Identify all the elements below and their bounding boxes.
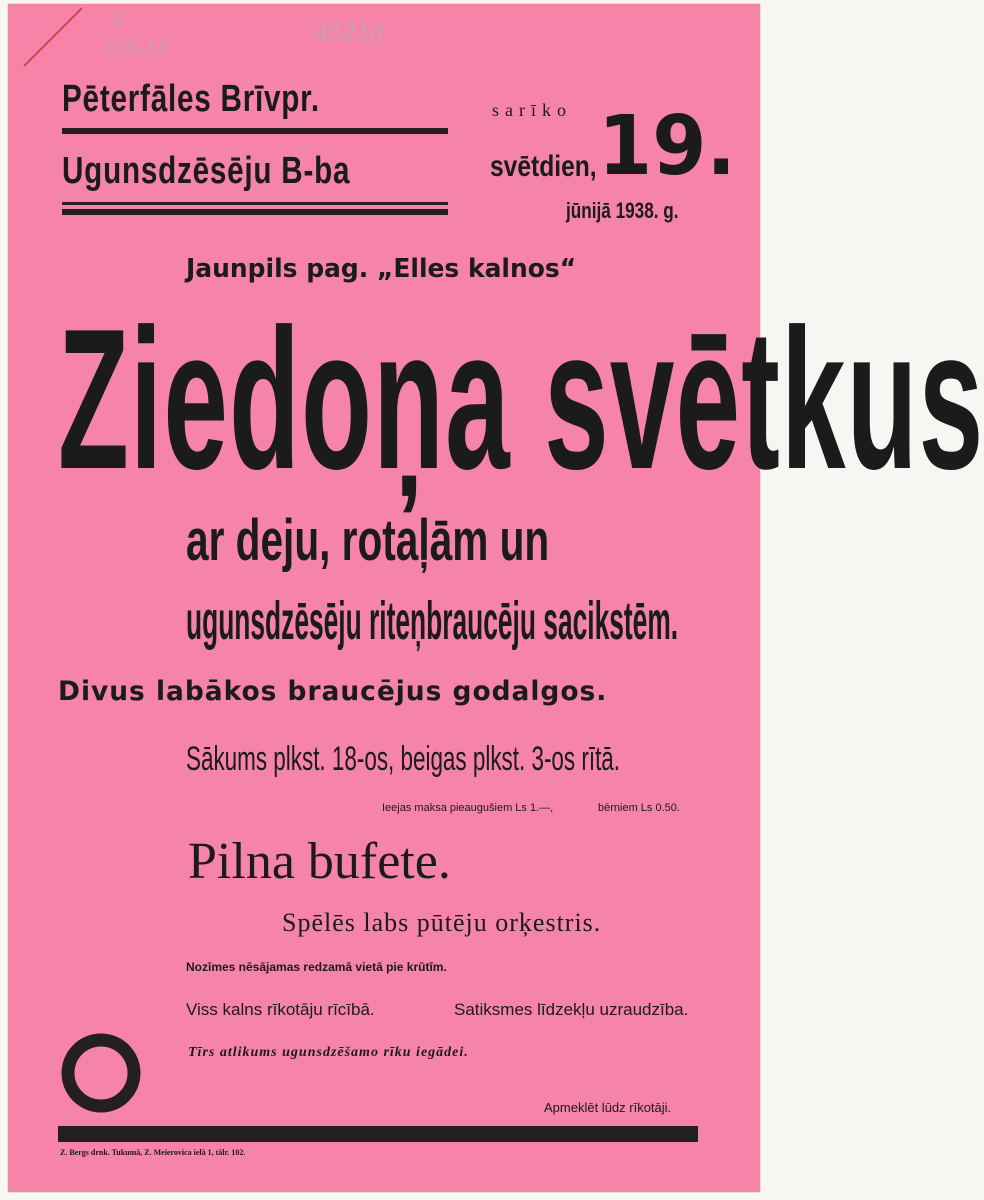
organizer-line-1: Pēterfāles Brīvpr. [62, 78, 320, 120]
times: Sākums plkst. 18-os, beigas plkst. 3-os rītā. [186, 740, 621, 778]
event-title: Ziedoņa svētkus [58, 288, 984, 511]
footer-rule [58, 1126, 698, 1142]
badges-note: Nozīmes nēsājamas redzamā vietā pie krūtīm. [186, 960, 447, 974]
ring-emblem [60, 1032, 142, 1114]
prizes-note: Divus labākos braucējus godalgos. [58, 676, 608, 707]
pencil-stroke [20, 4, 90, 74]
orchestra: Spēlēs labs pūtēju orķestris. [282, 908, 602, 937]
location: Jaunpils pag. „Elles kalnos“ [186, 254, 577, 284]
fee-adults: Ieejas maksa pieaugušiem Ls 1.—, [382, 802, 554, 814]
fee-children: bērniem Ls 0.50. [598, 802, 680, 814]
transport-note: Satiksmes līdzekļu uzraudzība. [454, 1000, 689, 1019]
event-subtitle: ar deju, rotaļām un [186, 508, 550, 573]
buffet: Pilna bufete. [188, 833, 451, 890]
event-subtitle-2: ugunsdzēsēju riteņbraucēju sacikstēm. [186, 591, 679, 651]
header-rule-3 [62, 209, 448, 215]
date-month-year: jūnijā 1938. g. [566, 198, 679, 223]
printer-line: Z. Bergs drnk. Tukumā, Z. Meierovica ielā 1, tālr. 102. [60, 1148, 246, 1157]
invitation: Apmeklēt lūdz rīkotāji. [544, 1100, 672, 1115]
archive-mark-2: 370-17 [104, 38, 168, 59]
date-day: 19. [598, 99, 737, 194]
archive-mark-1: 5 [112, 10, 124, 31]
organizer-line-2: Ugunsdzēsēju B-ba [62, 150, 351, 192]
presents-label: sarīko [492, 100, 572, 120]
header-rule-1 [62, 128, 448, 134]
archive-mark-3: 40210 [314, 22, 384, 47]
date-weekday: svētdien, [490, 150, 597, 183]
header-rule-2 [62, 202, 448, 205]
hill-note: Viss kalns rīkotāju rīcībā. [186, 1000, 375, 1019]
proceeds-note: Tīrs atlikums ugunsdzēšamo rīku iegādei. [188, 1045, 469, 1060]
